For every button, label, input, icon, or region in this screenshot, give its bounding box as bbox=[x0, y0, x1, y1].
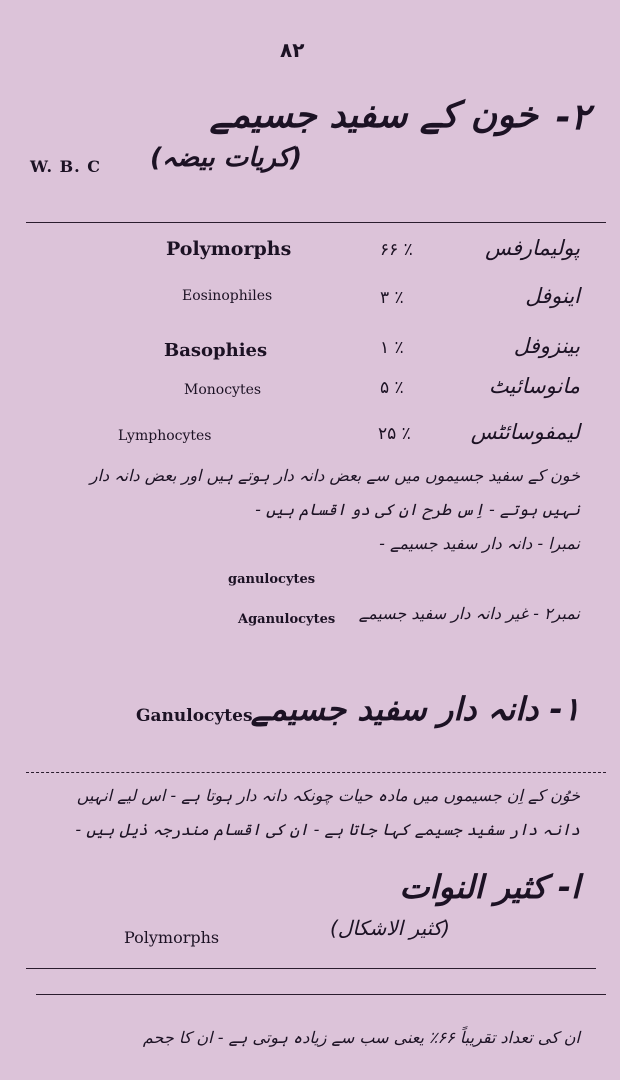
cell-urdu: بینزوفل bbox=[513, 334, 580, 358]
type-english: ganulocytes bbox=[228, 572, 316, 587]
page-number: ۸۲ bbox=[280, 38, 305, 62]
cell-value: ۲۵ ٪ bbox=[378, 424, 411, 444]
list-item bbox=[0, 232, 620, 268]
cell-value: ۶۶ ٪ bbox=[380, 240, 413, 260]
heading-rule bbox=[26, 222, 606, 223]
cell-english: Polymorphs bbox=[166, 238, 292, 260]
cell-urdu: مانوسائیٹ bbox=[488, 374, 580, 398]
cell-english: Basophies bbox=[164, 340, 268, 361]
list-item bbox=[0, 420, 620, 456]
cell-urdu: پولیمارفس bbox=[485, 236, 580, 260]
paragraph1-line1: خون کے سفید جسیموں میں سے بعض دانہ دار ہوتے ہیں اور بعض دانہ دار bbox=[89, 466, 580, 485]
type-english: Aganulocytes bbox=[238, 612, 336, 627]
cell-value: ۳ ٪ bbox=[380, 288, 404, 308]
cell-english: Eosinophiles bbox=[182, 288, 273, 304]
heading-number: ۲- bbox=[555, 97, 590, 138]
footer-rule-bottom bbox=[36, 994, 606, 995]
heading-title: خون کے سفید جسیمے bbox=[209, 95, 538, 136]
section2-heading: ا- کثیر النوات bbox=[399, 868, 580, 906]
cell-value: ۱ ٪ bbox=[380, 338, 404, 358]
list-item bbox=[0, 374, 620, 410]
section1-english: Ganulocytes bbox=[136, 706, 253, 726]
paragraph1-line2: نہیں ہوتے - اِس طرح ان کی دو اقسام ہیں - bbox=[255, 500, 580, 519]
type-urdu: نمبرا - دانہ دار سفید جسیمے - bbox=[379, 534, 580, 553]
list-item bbox=[0, 282, 620, 318]
heading-subtitle: (کریات بیضہ) bbox=[150, 143, 303, 173]
section2-english: Polymorphs bbox=[124, 928, 220, 947]
cell-value: ۵ ٪ bbox=[380, 378, 404, 398]
cell-english: Lymphocytes bbox=[118, 428, 212, 444]
cell-urdu: اینوفل bbox=[525, 284, 580, 308]
heading-abbr: W. B. C bbox=[30, 157, 102, 176]
cell-urdu: لیمفوسائٹس bbox=[470, 420, 580, 444]
paragraph2-line2: دانہ دار سفید جسیمے کہا جاتا ہے - ان کی اقسام مندرجہ ذیل ہیں - bbox=[75, 820, 580, 839]
list-item bbox=[0, 334, 620, 370]
type-urdu: نمبر۲ - غیر دانہ دار سفید جسیمے bbox=[358, 604, 580, 623]
section1-heading: ۱- دانہ دار سفید جسیمے bbox=[250, 690, 580, 728]
section2-subtitle: (کثیر الاشکال) bbox=[330, 916, 450, 940]
section-divider bbox=[26, 772, 606, 773]
footer-line: ان کی تعداد تقریباً ۶۶٪ یعنی سب سے زیادہ ہوتی ہے - ان کا جحم bbox=[142, 1028, 580, 1047]
footer-rule-top bbox=[26, 968, 596, 969]
paragraph2-line1: خوُن کے اِن جسیموں میں مادہ حیات چونکہ دانہ دار ہوتا ہے - اس لیے انہیں bbox=[76, 786, 580, 805]
chapter-heading bbox=[0, 95, 620, 175]
cell-english: Monocytes bbox=[184, 382, 262, 398]
